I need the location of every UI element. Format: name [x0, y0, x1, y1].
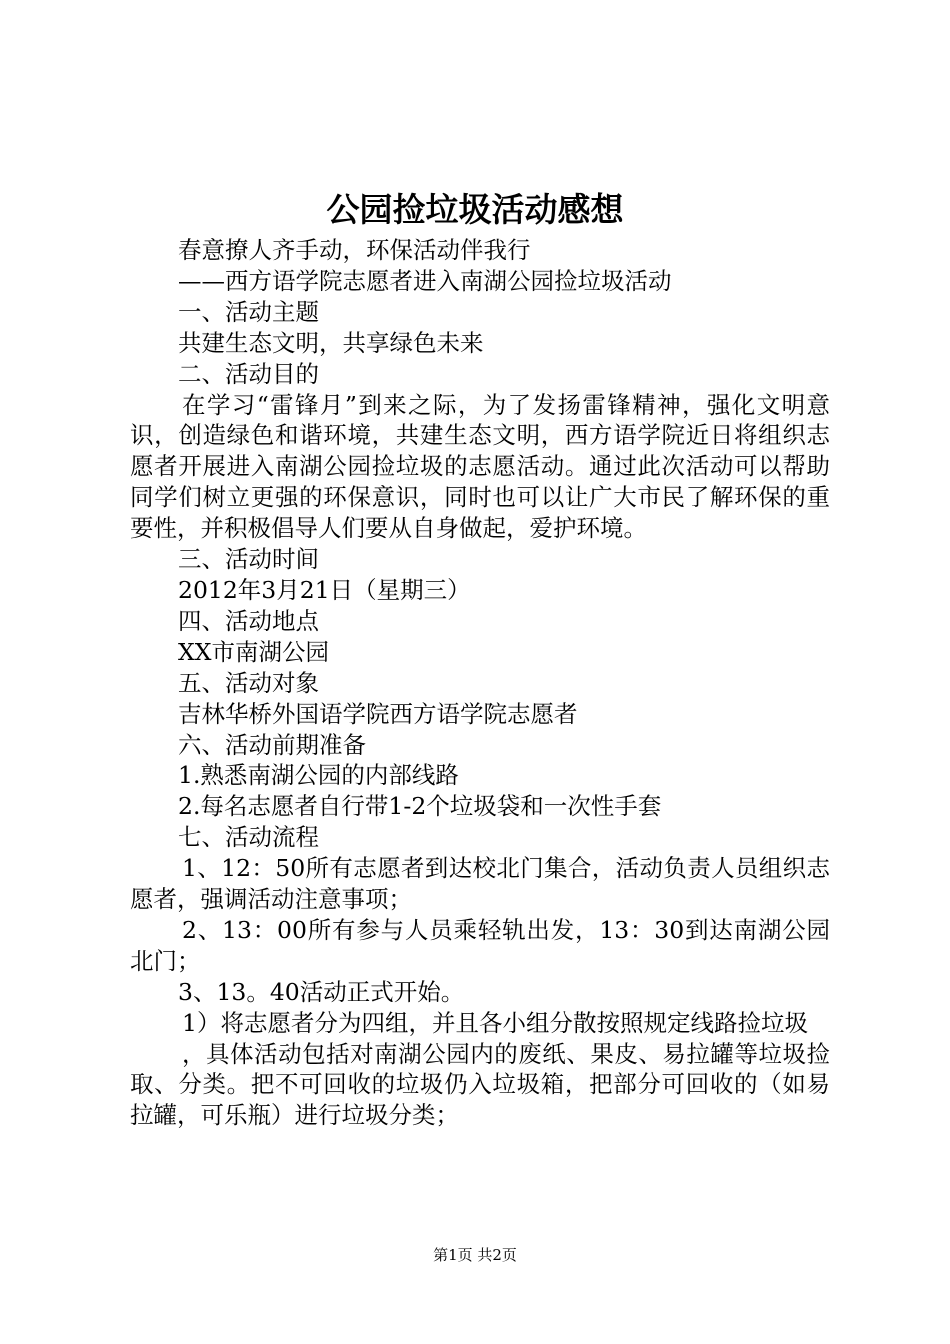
section-1-text: 共建生态文明，共享绿色未来: [178, 328, 484, 357]
document-title: 公园捡垃圾活动感想: [326, 190, 624, 229]
section-3-heading: 三、活动时间: [178, 545, 319, 574]
page-number-footer: 第1页 共2页: [433, 1246, 517, 1264]
section-5-heading: 五、活动对象: [178, 668, 319, 697]
document-body: [130, 235, 830, 1131]
section-6-heading: 六、活动前期准备: [178, 730, 366, 759]
section-6-item-1: 1.熟悉南湖公园的内部线路: [178, 761, 459, 790]
section-7-step-3: 3、13。40活动正式开始。: [178, 977, 465, 1006]
section-7-step-2: 2、13：00所有参与人员乘轻轨出发，13：30到达南湖公园北门；: [130, 915, 830, 975]
subtitle: 春意撩人齐手动，环保活动伴我行: [178, 236, 531, 264]
section-1-heading: 一、活动主题: [178, 297, 319, 326]
section-2-paragraph: 在学习“雷锋月”到来之际，为了发扬雷锋精神，强化文明意识，创造绿色和谐环境，共建生态文明，西方语学院近日将组织志愿者开展进入南湖公园捡垃圾的志愿活动。通过此次活动可以帮助同学们树立更强的环保意识，同时也可以让广大市民了解环保的重要性，并积极倡导人们要从自身做起，爱护环境。: [130, 390, 830, 543]
section-5-text: 吉林华桥外国语学院西方语学院志愿者: [178, 699, 578, 728]
section-7-step-1: 1、12：50所有志愿者到达校北门集合，活动负责人员组织志愿者，强调活动注意事项；: [130, 854, 830, 914]
section-2-heading: 二、活动目的: [178, 359, 319, 388]
section-3-text: 2012年3月21日（星期三）: [178, 575, 471, 604]
section-7-heading: 七、活动流程: [178, 823, 319, 852]
section-4-text: XX市南湖公园: [178, 637, 329, 666]
section-7-sub-1: 1）将志愿者分为四组，并且各小组分散按照规定线路捡垃圾: [182, 1008, 808, 1037]
subtitle-line-2: ——西方语学院志愿者进入南湖公园捡垃圾活动: [178, 266, 672, 295]
section-6-item-2: 2.每名志愿者自行带1-2个垃圾袋和一次性手套: [178, 792, 662, 821]
section-7-sub-1-continued: ，具体活动包括对南湖公园内的废纸、果皮、易拉罐等垃圾捡取、分类。把不可回收的垃圾仍入垃圾箱，把部分可回收的（如易拉罐，可乐瓶）进行垃圾分类；: [130, 1039, 830, 1130]
section-4-heading: 四、活动地点: [178, 606, 319, 635]
